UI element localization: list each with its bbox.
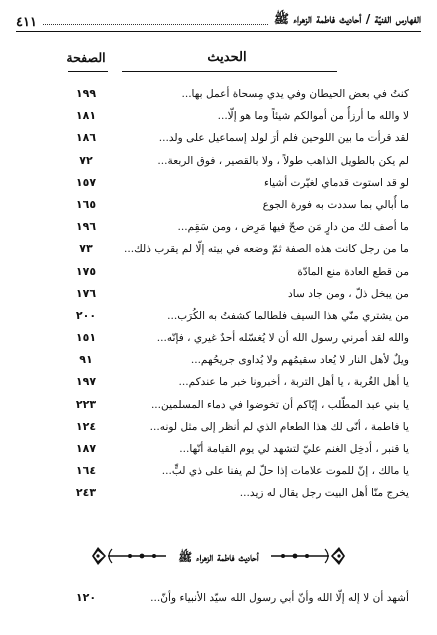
page-ref: ١٦٤ <box>75 464 97 478</box>
hadith-text: أشهد أن لا إله إلّا الله وأنّ أبي رسول الله سيّد الأنبياء وأنّ... <box>150 592 409 604</box>
page-ref: ١٢٤ <box>75 419 97 433</box>
index-row <box>16 461 421 483</box>
index-row <box>16 239 421 261</box>
column-underline-hadith <box>122 71 337 72</box>
hadith-text: ويلٌ لأهل النار لا يُعاد سقيمُهم ولا يُداوى جريحُهم... <box>190 354 409 367</box>
section-title: أحاديث فاطمة الزهراء ﷺ <box>178 549 259 564</box>
hadith-text: لقد قرأت ما بين اللوحين فلم أرَ لولد إسماعيل على ولد... <box>158 132 409 145</box>
page-ref: ٢٢٣ <box>75 397 97 411</box>
hadith-text: والله لقد أمرني رسول الله أن لا يُغسّله أحدٌ غيري ، فإنّه... <box>156 332 409 345</box>
hadith-text: لا والله ما أرزأُ من أموالكم شيئاً وما هو إلّا... <box>217 110 409 123</box>
page-ref: ١٥٧ <box>75 175 97 189</box>
hadith-text: من يبخل ذلّ ، ومن جاد ساد <box>288 287 409 300</box>
hadith-text: يخرج منّا أهل البيت رجل يقال له زيد... <box>239 487 409 500</box>
column-headers <box>16 50 421 74</box>
index-row <box>16 306 421 328</box>
index-row <box>16 128 421 150</box>
hadith-text: لو قد استوت قدماي لغيّرت أشياء <box>263 176 409 189</box>
page-ref: ٧٢ <box>79 153 93 167</box>
page-ref: ١٩٩ <box>75 87 97 100</box>
index-row <box>16 217 421 239</box>
header-rule <box>16 31 421 32</box>
page-ref: ١٧٥ <box>75 264 97 278</box>
header-title: الفهارس الفنيّة / أحاديث فاطمة الزهراء ﷺ <box>273 11 421 26</box>
hadith-text: من يشتري منّي هذا السيف فلطالما كشفتُ به الكُرَب... <box>167 309 409 322</box>
column-header-page: الصفحة <box>66 50 106 65</box>
hadith-text: ما أُبالي بما سددت به فورة الجوع <box>262 198 409 211</box>
ornament-left-icon <box>90 543 168 573</box>
page-ref: ١٨٧ <box>75 442 97 455</box>
hadith-text: ما أصف لك من دارٍ مَن صحّ فيها مَرِض ، ومن سَقِم... <box>177 221 409 234</box>
page-ref: ٧٣ <box>79 242 93 256</box>
index-row <box>16 262 421 284</box>
page-ref: ١٢٠ <box>75 591 97 604</box>
index-row <box>16 151 421 173</box>
header-leader-dots <box>43 24 268 25</box>
page-ref: ٩١ <box>79 353 93 367</box>
index-row <box>16 328 421 350</box>
page-ref: ١٩٧ <box>75 375 97 389</box>
index-row <box>16 350 421 372</box>
index-row <box>16 284 421 306</box>
page-ref: ١٥١ <box>75 331 97 345</box>
hadith-text: يا أهل الغُربة ، يا أهل التربة ، أخبرونا خبر ما عندكم... <box>178 376 409 389</box>
hadith-text: ما من رجل كانت هذه الصفة ثمّ وضعه في بيته إلّا لم يقرب ذلك... <box>123 243 409 256</box>
index-row <box>16 395 421 417</box>
page-ref: ١٧٦ <box>75 286 97 300</box>
hadith-text: يا فاطمة ، أنّى لك هذا الطعام الذي لم أنظر إلى مثل لونه... <box>149 420 409 433</box>
page-ref: ١٩٦ <box>75 220 97 234</box>
column-underline-page <box>68 71 108 72</box>
index-row <box>16 439 421 461</box>
page-ref: ١٨١ <box>75 109 97 123</box>
index-row <box>16 173 421 195</box>
running-header <box>16 8 421 30</box>
page-ref: ٢٠٠ <box>75 308 97 322</box>
index-row <box>16 84 421 106</box>
hadith-text: يا مالك ، إنّ للموت علامات إذا حلّ لم يفنا على ذي لبٍّ... <box>161 465 409 478</box>
ornament-right-icon <box>269 543 347 573</box>
hadith-text: كنتُ في بعض الحيطان وفي يدي مِسحاة أعمل بها... <box>181 88 409 100</box>
index-row <box>16 483 421 505</box>
hadith-text: يا قنبر ، أدخِل الغنم عليّ لتشهد لي يوم القيامة أنّها... <box>179 443 409 455</box>
page-ref: ١٦٥ <box>75 197 97 211</box>
page-ref: ١٨٦ <box>75 131 97 145</box>
index-row <box>16 417 421 439</box>
section-row <box>16 588 421 610</box>
hadith-text: من قطع العادة منع المادّة <box>297 265 409 278</box>
hadith-text: لم يكن بالطويل الذاهب طولاً ، ولا بالقصير ، فوق الربعة... <box>157 154 409 167</box>
header-page-number: ٤١١ <box>16 15 37 30</box>
section-divider <box>0 545 437 571</box>
index-row <box>16 106 421 128</box>
hadith-text: يا بني عبد المطّلب ، إيّاكم أن تخوضوا في دماء المسلمين... <box>150 398 409 411</box>
index-list <box>16 84 421 506</box>
index-row <box>16 195 421 217</box>
page-ref: ٢٤٣ <box>75 486 97 500</box>
column-header-hadith: الحديث <box>207 50 247 65</box>
index-row <box>16 372 421 394</box>
